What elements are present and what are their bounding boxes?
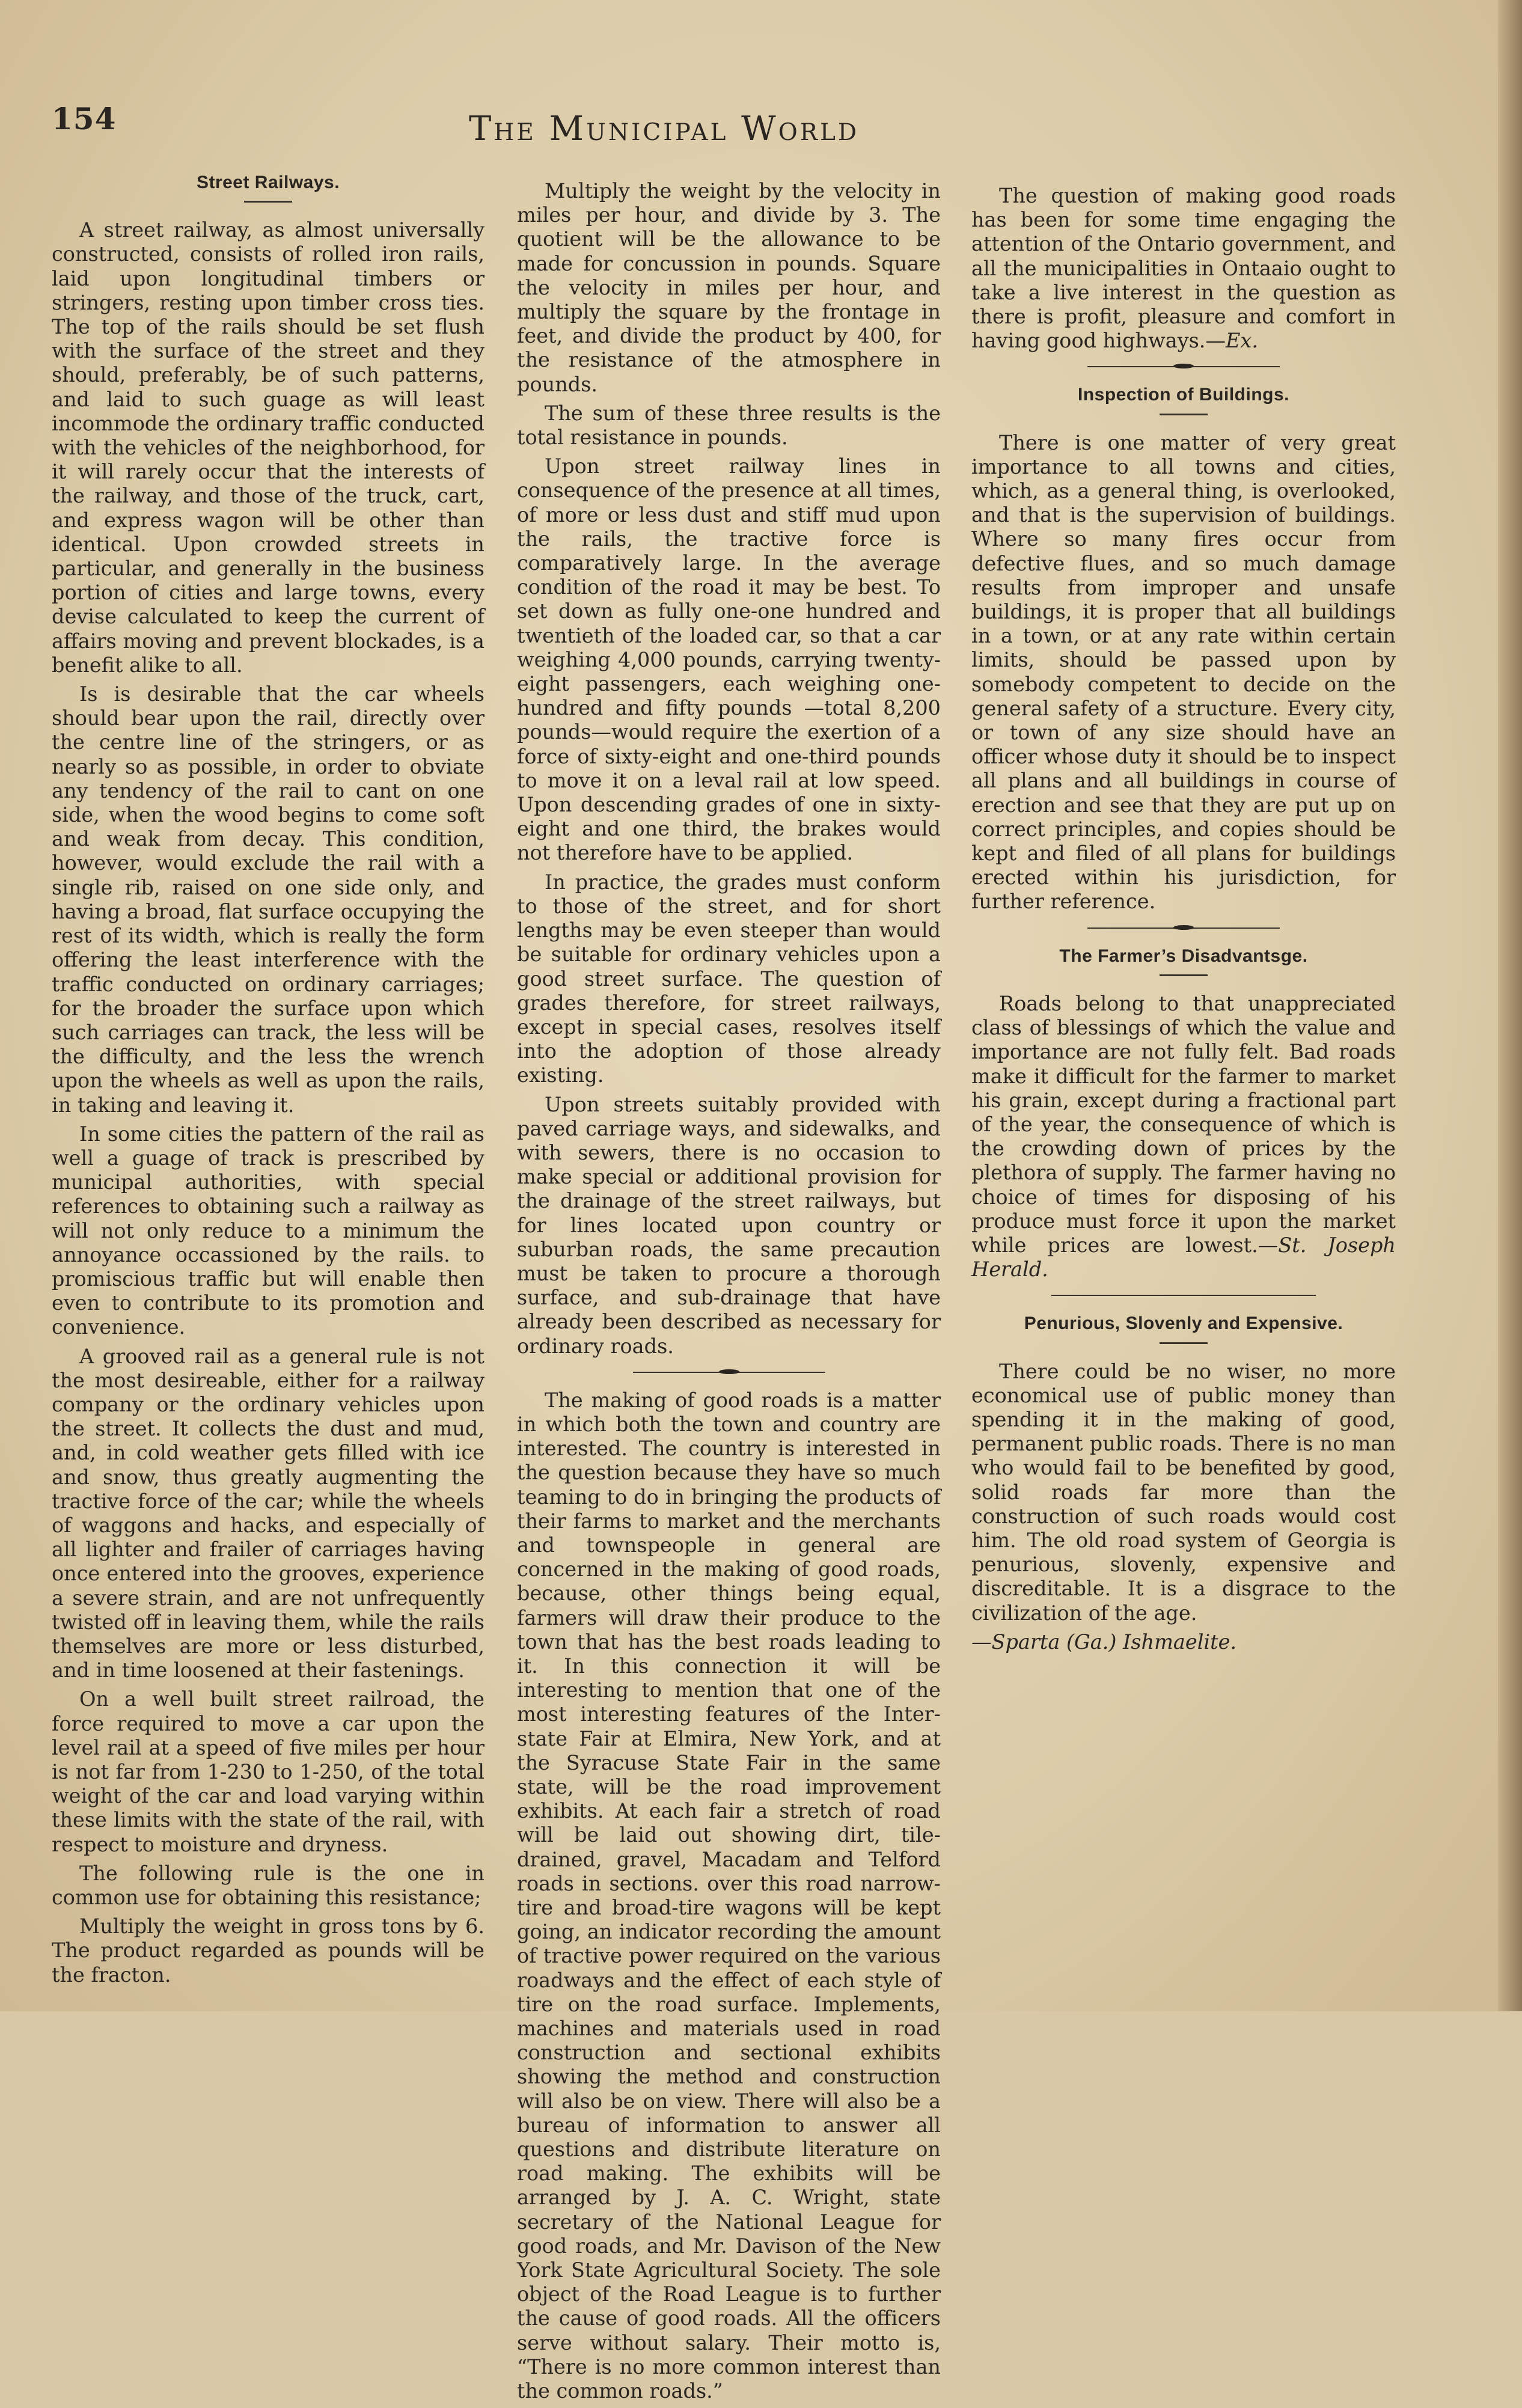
source-credit: —Sparta (Ga.) Ishmaelite. [971, 1630, 1237, 1654]
title-rule [244, 201, 292, 203]
paragraph: Multiply the weight by the velocity in miles per hour, and divide by 3. The quotient will be the allowance to be made for concussion in pounds. Square the velocity in miles per hour, and multiply the square by the frontage in feet, and divide the product by 400, for the resistance of the atmosphere in pounds. [517, 179, 941, 396]
paragraph [971, 184, 1396, 353]
section-divider [633, 1372, 825, 1373]
paragraph: The making of good roads is a matter in which both the town and country are interested. The country is interested in the question because they have so much teaming to do in bringing the products of their farms to market and the merchants and townspeople in general are concerned in the making of good roads, because, other things being equal, farmers will draw their produce to the town that has the best roads leading to it. In this connection it will be interesting to mention that one of the most interesting features of the Inter-state Fair at Elmira, New York, and at the Syracuse State Fair in the same state, will be the road improvement exhibits. At each fair a stretch of road will be laid out showing dirt, tile-drained, gravel, Macadam and Telford roads in sections. over this road narrow-tire and broad-tire wagons will be kept going, an indicator recording the amount of tractive power required on the various roadways and the effect of each style of tire on the road surface. Implements, machines and materials used in road construction and sectional exhibits showing the method and construction will also be on view. There will also be a bureau of information to answer all questions and distribute literature on road making. The exhibits will be arranged by J. A. C. Wright, state secretary of the National League for good roads, and Mr. Davison of the New York State Agricultural Society. The sole object of the Road League is to further the cause of good roads. All the officers serve without salary. Their motto is, “There is no more common interest than the common roads.” [517, 1388, 941, 2403]
paragraph: In practice, the grades must conform to those of the street, and for short lengths may be even steeper than would be suitable for ordinary vehicles upon a good street surface. The question of grades therefore, for street railways, except in special cases, resolves itself into the adoption of those already existing. [517, 870, 941, 1087]
title-rule [1160, 414, 1208, 415]
paragraph: On a well built street railroad, the force required to move a car upon the level rail at a speed of five miles per hour is not far from 1-230 to 1-250, of the total weight of the car and load varying within these limits with the state of the rail, with respect to moisture and dryness. [52, 1687, 484, 1856]
article-title-inspection: Inspection of Buildings. [1078, 385, 1289, 405]
column-3 [971, 184, 1396, 1659]
page-number: 154 [52, 101, 117, 136]
paragraph: A street railway, as almost universally constructed, consists of rolled iron rails, laid upon longitudinal timbers or stringers, resting upon timber cross ties. The top of the rails should be set flush with the surface of the street and they should, preferably, be of such patterns, and laid to such guage as will least incommode the ordinary traffic conducted with the vehicles of the neighborhood, for it will rarely occur that the interests of the railway, and those of the truck, cart, and express wagon will be other than identical. Upon crowded streets in particular, and generally in the business portion of cities and large towns, every devise calculated to keep the current of affairs moving and prevent blockades, is a benefit alike to all. [52, 218, 484, 677]
page-edge [1498, 0, 1522, 2011]
section-divider [1087, 927, 1280, 929]
column-1 [52, 171, 484, 1992]
paragraph: Is is desirable that the car wheels should bear upon the rail, directly over the centre line of the stringers, or as nearly so as possible, in order to obviate any tendency of the rail to cant on one side, when the wood begins to come soft and weak from decay. This condition, however, would exclude the rail with a single rib, raised on one side only, and having a broad, flat surface occupying the rest of its width, which is really the form offering the least interference with the traffic conducted on ordinary carriages; for the broader the surface upon which such carriages can track, the less will be the difficulty, and the less the wrench upon the wheels as well as upon the rails, in taking and leaving it. [52, 682, 484, 1117]
paragraph [971, 992, 1396, 1282]
masthead: The Municipal World [469, 109, 860, 148]
title-rule [1160, 974, 1208, 976]
paragraph: The following rule is the one in common use for obtaining this resistance; [52, 1861, 484, 1910]
article-title-penurious: Penurious, Slovenly and Expensive. [1024, 1313, 1343, 1334]
article-title-farmer: The Farmer’s Disadvantsge. [1059, 946, 1308, 966]
source-credit: Ex. [1225, 329, 1258, 353]
paragraph: There is one matter of very great importance to all towns and cities, which, as a general thing, is overlooked, and that is the supervision of buildings. Where so many fires occur from defective flues, and so much damage results from improper and unsafe buildings, it is proper that all buildings in a town, or at any rate within certain limits, should be passed upon by somebody competent to decide on the general safety of a structure. Every city, or town of any size should have an officer whose duty it should be to inspect all plans and all buildings in course of erection and see that they are put up on correct principles, and copies should be kept and filed of all plans for buildings erected within his jurisdiction, for further reference. [971, 430, 1396, 914]
divider-ornament [1173, 364, 1194, 368]
source-credit: St. Joseph Herald. [971, 1233, 1396, 1282]
paragraph-text: Roads belong to that unappreciated class of blessings of which the value and importance are not fully felt. Bad roads make it difficult for the farmer to market his grain, except during a fractional part of the year, the consequence of which is the crowding down of prices by the plethora of supply. The farmer having no choice of times for disposing of his produce must force it upon the market while prices are lowest.— [971, 991, 1396, 1257]
paragraph: A grooved rail as a general rule is not the most desireable, either for a railway company or the ordinary vehicles upon the street. It collects the dust and mud, and, in cold weather gets filled with ice and snow, thus greatly augmenting the tractive force of the car; while the wheels of waggons and hacks, and especially of all lighter and frailer of carriages having once entered into the grooves, experience a severe strain, and are not unfrequently twisted off in leaving them, while the rails themselves are more or less disturbed, and in time loosened at their fastenings. [52, 1344, 484, 1682]
section-divider [1087, 366, 1280, 367]
article-title-street-railways: Street Railways. [196, 173, 340, 192]
paragraph: In some cities the pattern of the rail as well a guage of track is prescribed by municipal authorities, with special references to obtaining such a railway as will not only reduce to a minimum the annoyance occassioned by the rails. to promiscious traffic but will enable then even to contribute to its promotion and convenience. [52, 1122, 484, 1339]
paragraph-text: The question of making good roads has been for some time engaging the attention of the Ontario government, and all the municipalities in Ontaaio ought to take a live interest in the question as there is profit, pleasure and comfort in having good highways.— [971, 184, 1396, 353]
paragraph: Multiply the weight in gross tons by 6. The product regarded as pounds will be the fracton. [52, 1914, 484, 1987]
column-2 [517, 179, 941, 2408]
title-rule [1160, 1342, 1208, 1344]
paragraph: Upon streets suitably provided with paved carriage ways, and sidewalks, and with sewers, there is no occasion to make special or additional provision for the drainage of the street railways, but for lines located upon country or suburban roads, the same precaution must be taken to procure a thorough surface, and sub-drainage that have already been described as necessary for ordinary roads. [517, 1092, 941, 1358]
divider-ornament [1173, 925, 1194, 930]
paragraph: There could be no wiser, no more economical use of public money than spending it in the making of good, permanent public roads. There is no man who would fail to be benefited by good, solid roads far more than the construction of such roads would cost him. The old road system of Georgia is penurious, slovenly, expensive and discreditable. It is a disgrace to the civilization of the age. [971, 1359, 1396, 1625]
paragraph: Upon street railway lines in consequence of the presence at all times, of more or less dust and stiff mud upon the rails, the tractive force is comparatively large. In the average condition of the road it may be best. To set down as fully one-one hundred and twentieth of the loaded car, so that a car weighing 4,000 pounds, carrying twenty-eight passengers, each weighing one-hundred and fifty pounds —total 8,200 pounds—would require the exertion of a force of sixty-eight and one-third pounds to move it on a leval rail at low speed. Upon descending grades of one in sixty-eight and one third, the brakes would not therefore have to be applied. [517, 454, 941, 865]
section-divider [1051, 1295, 1316, 1296]
divider-ornament [719, 1369, 739, 1374]
paragraph: The sum of these three results is the total resistance in pounds. [517, 401, 941, 450]
